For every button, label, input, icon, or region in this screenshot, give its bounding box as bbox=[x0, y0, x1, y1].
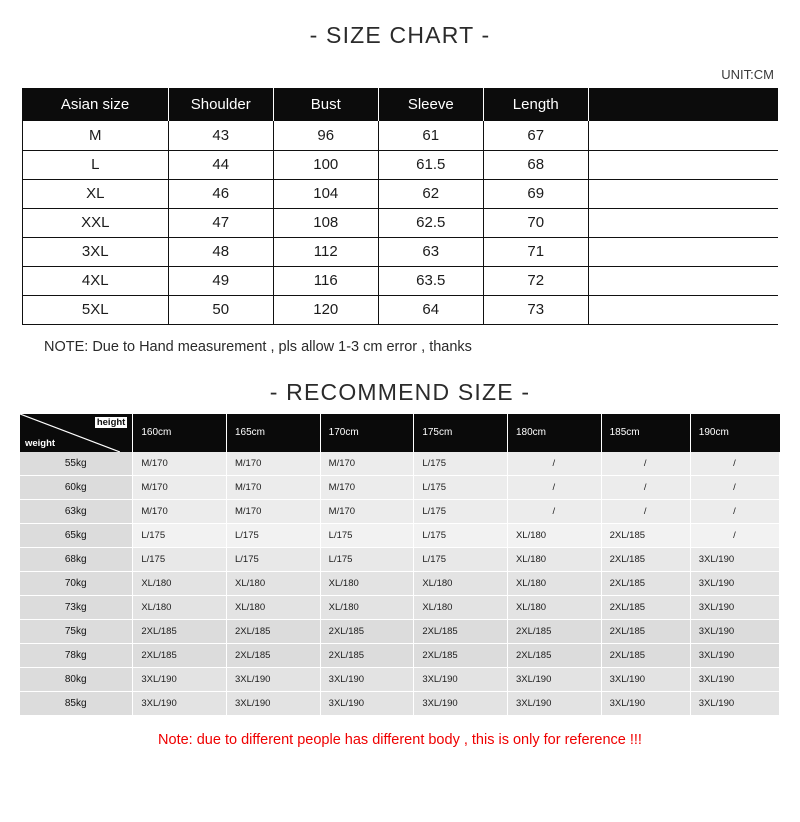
cell-recommended-size: L/175 bbox=[133, 548, 227, 572]
cell-recommended-size: / bbox=[690, 476, 779, 500]
cell-value: 72 bbox=[483, 266, 588, 295]
table-header-row bbox=[22, 88, 778, 121]
table-row bbox=[20, 692, 780, 716]
cell-value: 70 bbox=[483, 208, 588, 237]
column-header-sleeve: Sleeve bbox=[378, 88, 483, 121]
cell-weight: 85kg bbox=[20, 692, 133, 716]
cell-value bbox=[588, 208, 778, 237]
cell-recommended-size: 2XL/185 bbox=[133, 620, 227, 644]
cell-recommended-size: 2XL/185 bbox=[601, 524, 690, 548]
cell-recommended-size: XL/180 bbox=[507, 596, 601, 620]
table-row bbox=[22, 179, 778, 208]
cell-recommended-size: XL/180 bbox=[133, 572, 227, 596]
cell-recommended-size: 3XL/190 bbox=[690, 548, 779, 572]
cell-recommended-size: M/170 bbox=[320, 452, 414, 476]
cell-value: 47 bbox=[168, 208, 273, 237]
cell-recommended-size: / bbox=[690, 452, 779, 476]
table-row bbox=[22, 266, 778, 295]
table-row bbox=[22, 237, 778, 266]
table-row bbox=[20, 644, 780, 668]
cell-recommended-size: 3XL/190 bbox=[320, 692, 414, 716]
cell-value: 120 bbox=[273, 295, 378, 324]
cell-recommended-size: / bbox=[601, 500, 690, 524]
cell-value bbox=[588, 150, 778, 179]
cell-recommended-size: M/170 bbox=[320, 476, 414, 500]
cell-value: 62 bbox=[378, 179, 483, 208]
size-chart-table bbox=[22, 88, 779, 325]
cell-recommended-size: 2XL/185 bbox=[320, 644, 414, 668]
cell-size-name: L bbox=[22, 150, 168, 179]
cell-weight: 55kg bbox=[20, 452, 133, 476]
cell-recommended-size: 2XL/185 bbox=[320, 620, 414, 644]
cell-recommended-size: / bbox=[690, 524, 779, 548]
column-header-height: 160cm bbox=[133, 414, 227, 452]
cell-size-name: 4XL bbox=[22, 266, 168, 295]
table-row bbox=[20, 548, 780, 572]
cell-recommended-size: M/170 bbox=[227, 476, 321, 500]
cell-recommended-size: XL/180 bbox=[133, 596, 227, 620]
cell-value bbox=[588, 237, 778, 266]
cell-recommended-size: / bbox=[507, 500, 601, 524]
cell-value: 64 bbox=[378, 295, 483, 324]
page-title-recommend-size: - RECOMMEND SIZE - bbox=[269, 378, 531, 405]
cell-recommended-size: 3XL/190 bbox=[690, 572, 779, 596]
column-header-height: 175cm bbox=[414, 414, 508, 452]
cell-recommended-size: L/175 bbox=[133, 524, 227, 548]
cell-recommended-size: M/170 bbox=[320, 500, 414, 524]
cell-value: 61 bbox=[378, 121, 483, 150]
cell-recommended-size: 3XL/190 bbox=[133, 692, 227, 716]
cell-value: 104 bbox=[273, 179, 378, 208]
cell-value: 44 bbox=[168, 150, 273, 179]
cell-recommended-size: L/175 bbox=[414, 548, 508, 572]
cell-size-name: 5XL bbox=[22, 295, 168, 324]
cell-recommended-size: L/175 bbox=[320, 548, 414, 572]
cell-value: 49 bbox=[168, 266, 273, 295]
cell-recommended-size: 2XL/185 bbox=[227, 620, 321, 644]
column-header-height: 170cm bbox=[320, 414, 414, 452]
cell-value: 116 bbox=[273, 266, 378, 295]
cell-recommended-size: 3XL/190 bbox=[601, 692, 690, 716]
table-row bbox=[20, 524, 780, 548]
unit-label: UNIT:CM bbox=[721, 67, 774, 82]
cell-value: 62.5 bbox=[378, 208, 483, 237]
cell-recommended-size: / bbox=[601, 452, 690, 476]
cell-recommended-size: 2XL/185 bbox=[507, 644, 601, 668]
cell-weight: 73kg bbox=[20, 596, 133, 620]
cell-recommended-size: 2XL/185 bbox=[601, 548, 690, 572]
cell-recommended-size: / bbox=[690, 500, 779, 524]
cell-recommended-size: 3XL/190 bbox=[507, 692, 601, 716]
cell-recommended-size: 3XL/190 bbox=[414, 668, 508, 692]
column-header-length: Length bbox=[483, 88, 588, 121]
column-header-height: 185cm bbox=[601, 414, 690, 452]
cell-recommended-size: XL/180 bbox=[507, 524, 601, 548]
size-chart-page bbox=[0, 22, 800, 822]
cell-recommended-size: 3XL/190 bbox=[690, 620, 779, 644]
cell-recommended-size: 3XL/190 bbox=[601, 668, 690, 692]
cell-recommended-size: L/175 bbox=[414, 524, 508, 548]
cell-value: 71 bbox=[483, 237, 588, 266]
column-header-height: 180cm bbox=[507, 414, 601, 452]
cell-recommended-size: L/175 bbox=[320, 524, 414, 548]
cell-recommended-size: XL/180 bbox=[414, 596, 508, 620]
cell-size-name: XL bbox=[22, 179, 168, 208]
cell-weight: 75kg bbox=[20, 620, 133, 644]
table-row bbox=[20, 476, 780, 500]
table-row bbox=[20, 596, 780, 620]
axis-corner-cell bbox=[20, 414, 133, 452]
cell-value: 67 bbox=[483, 121, 588, 150]
column-header-empty bbox=[588, 88, 778, 121]
cell-weight: 63kg bbox=[20, 500, 133, 524]
cell-recommended-size: 3XL/190 bbox=[320, 668, 414, 692]
cell-recommended-size: 3XL/190 bbox=[133, 668, 227, 692]
table-row bbox=[20, 452, 780, 476]
cell-recommended-size: 3XL/190 bbox=[507, 668, 601, 692]
cell-recommended-size: 3XL/190 bbox=[227, 692, 321, 716]
column-header-asian-size: Asian size bbox=[22, 88, 168, 121]
measurement-note: NOTE: Due to Hand measurement , pls allow 1-3 cm error , thanks bbox=[44, 338, 472, 355]
cell-value: 63.5 bbox=[378, 266, 483, 295]
cell-value bbox=[588, 266, 778, 295]
cell-recommended-size: XL/180 bbox=[507, 572, 601, 596]
cell-value: 96 bbox=[273, 121, 378, 150]
page-title-size-chart: - SIZE CHART - bbox=[309, 22, 491, 48]
cell-recommended-size: XL/180 bbox=[414, 572, 508, 596]
table-row bbox=[22, 208, 778, 237]
cell-recommended-size: M/170 bbox=[133, 500, 227, 524]
cell-recommended-size: M/170 bbox=[227, 452, 321, 476]
cell-value: 100 bbox=[273, 150, 378, 179]
cell-recommended-size: 2XL/185 bbox=[601, 620, 690, 644]
cell-recommended-size: 3XL/190 bbox=[690, 668, 779, 692]
cell-weight: 65kg bbox=[20, 524, 133, 548]
recommend-size-table bbox=[20, 414, 780, 717]
cell-value: 63 bbox=[378, 237, 483, 266]
cell-recommended-size: L/175 bbox=[227, 524, 321, 548]
cell-recommended-size: 2XL/185 bbox=[601, 596, 690, 620]
cell-recommended-size: 2XL/185 bbox=[601, 572, 690, 596]
column-header-bust: Bust bbox=[273, 88, 378, 121]
axis-label-weight: weight bbox=[25, 437, 56, 449]
cell-size-name: XXL bbox=[22, 208, 168, 237]
cell-recommended-size: 3XL/190 bbox=[690, 596, 779, 620]
column-header-height: 165cm bbox=[227, 414, 321, 452]
cell-weight: 68kg bbox=[20, 548, 133, 572]
cell-value: 48 bbox=[168, 237, 273, 266]
column-header-height: 190cm bbox=[690, 414, 779, 452]
cell-recommended-size: L/175 bbox=[414, 500, 508, 524]
cell-value: 69 bbox=[483, 179, 588, 208]
table-row bbox=[20, 668, 780, 692]
cell-recommended-size: XL/180 bbox=[320, 572, 414, 596]
cell-recommended-size: L/175 bbox=[227, 548, 321, 572]
cell-recommended-size: XL/180 bbox=[320, 596, 414, 620]
cell-value: 73 bbox=[483, 295, 588, 324]
table-row bbox=[20, 572, 780, 596]
cell-recommended-size: 3XL/190 bbox=[690, 644, 779, 668]
cell-recommended-size: M/170 bbox=[227, 500, 321, 524]
cell-size-name: M bbox=[22, 121, 168, 150]
cell-value: 68 bbox=[483, 150, 588, 179]
column-header-shoulder: Shoulder bbox=[168, 88, 273, 121]
cell-recommended-size: 2XL/185 bbox=[601, 644, 690, 668]
cell-recommended-size: 3XL/190 bbox=[414, 692, 508, 716]
cell-size-name: 3XL bbox=[22, 237, 168, 266]
cell-recommended-size: 2XL/185 bbox=[227, 644, 321, 668]
cell-value: 50 bbox=[168, 295, 273, 324]
recommend-header-row bbox=[20, 414, 780, 452]
cell-value bbox=[588, 121, 778, 150]
cell-value: 46 bbox=[168, 179, 273, 208]
cell-value bbox=[588, 295, 778, 324]
cell-recommended-size: 2XL/185 bbox=[414, 644, 508, 668]
cell-weight: 70kg bbox=[20, 572, 133, 596]
table-row bbox=[22, 150, 778, 179]
axis-label-height: height bbox=[96, 416, 126, 428]
cell-recommended-size: / bbox=[601, 476, 690, 500]
reference-footnote: Note: due to different people has different body , this is only for reference !!! bbox=[158, 732, 642, 748]
cell-recommended-size: / bbox=[507, 476, 601, 500]
cell-weight: 60kg bbox=[20, 476, 133, 500]
cell-value: 112 bbox=[273, 237, 378, 266]
cell-recommended-size: 2XL/185 bbox=[414, 620, 508, 644]
cell-weight: 78kg bbox=[20, 644, 133, 668]
cell-recommended-size: 3XL/190 bbox=[690, 692, 779, 716]
cell-recommended-size: L/175 bbox=[414, 476, 508, 500]
cell-recommended-size: / bbox=[507, 452, 601, 476]
table-row bbox=[22, 121, 778, 150]
cell-recommended-size: XL/180 bbox=[227, 572, 321, 596]
table-row bbox=[22, 295, 778, 324]
table-row bbox=[20, 500, 780, 524]
cell-value: 108 bbox=[273, 208, 378, 237]
cell-recommended-size: XL/180 bbox=[227, 596, 321, 620]
cell-recommended-size: M/170 bbox=[133, 452, 227, 476]
cell-value: 61.5 bbox=[378, 150, 483, 179]
cell-value bbox=[588, 179, 778, 208]
cell-recommended-size: L/175 bbox=[414, 452, 508, 476]
cell-weight: 80kg bbox=[20, 668, 133, 692]
cell-value: 43 bbox=[168, 121, 273, 150]
cell-recommended-size: XL/180 bbox=[507, 548, 601, 572]
table-row bbox=[20, 620, 780, 644]
cell-recommended-size: 2XL/185 bbox=[507, 620, 601, 644]
cell-recommended-size: 3XL/190 bbox=[227, 668, 321, 692]
cell-recommended-size: M/170 bbox=[133, 476, 227, 500]
cell-recommended-size: 2XL/185 bbox=[133, 644, 227, 668]
